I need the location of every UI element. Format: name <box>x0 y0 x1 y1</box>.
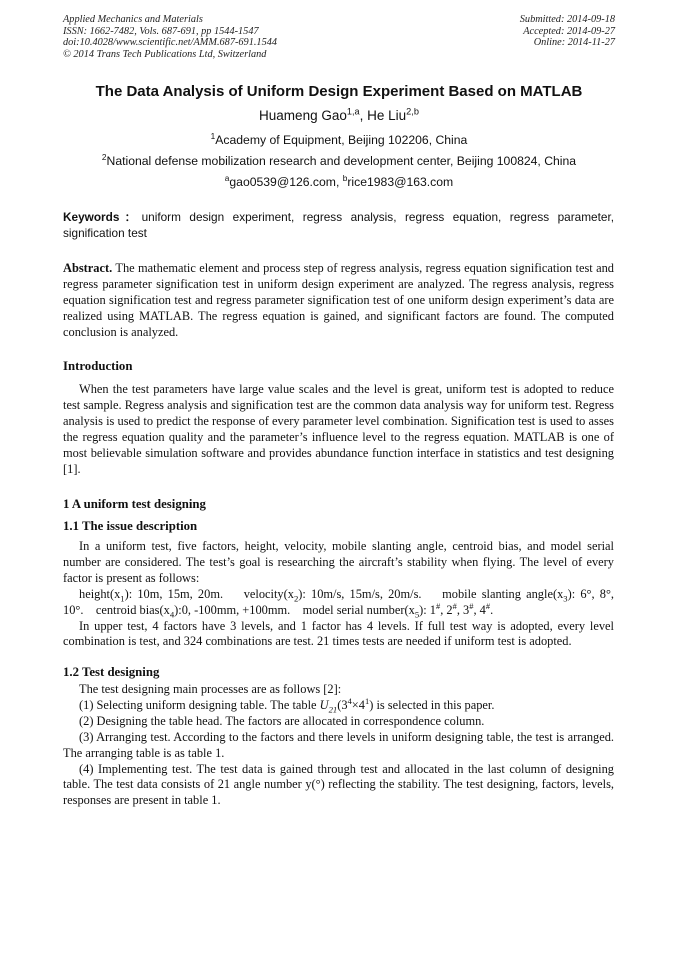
affiliation-1-text: Academy of Equipment, Beijing 102206, China <box>215 133 468 147</box>
affiliation-1 <box>0 130 678 147</box>
email-b: rice1983@163.com <box>347 175 454 189</box>
keywords <box>63 210 614 241</box>
step-3: (3) Arranging test. According to the factors and there levels in uniform designing table, the test is arranged. The arranging table is as table 1. <box>63 729 614 760</box>
abstract <box>63 261 614 341</box>
doi-line: doi:10.4028/www.scientific.net/AMM.687-691.1544 <box>63 37 278 49</box>
abstract-text: The mathematic element and process step of regress analysis, regress equation signification test and regress parameter signification test in uniform design experiment are analyzed. The regress analysis, regress equation signification test and regress parameter signification test of one uniform design experiment’s data are realized using MATLAB. The regress equation is gained, and significant factors are found. The computed conclusion is analyzed. <box>63 261 614 339</box>
keywords-label: Keywords： <box>63 210 142 224</box>
author-emails <box>0 172 678 189</box>
issue-description-paragraph: In a uniform test, five factors, height, velocity, mobile slanting angle, centroid bias, and model serial number are considered. The test’s goal is researching the aircraft’s stability when flying. The level of every factor is present as follows: <box>63 539 614 585</box>
copyright-line: © 2014 Trans Tech Publications Ltd, Switzerland <box>63 48 267 60</box>
journal-name: Applied Mechanics and Materials <box>63 14 203 25</box>
factor-levels-paragraph: $height(x_1)$: 10m, 15m, 20m. $velocity(x_2)$: 10m/s, 15m/s, 20m/s. mobile slanting $angle(x_3)$: 6°, 8°, 10°. centroid $bias(x_4):0$, -100mm, +100mm. model serial $number(x_5)$: 1#, 2#, 3#, 4#. <box>63 586 614 620</box>
affiliation-2 <box>0 151 678 168</box>
process-intro: The test designing main processes are as follows [2]: <box>79 682 342 696</box>
author-2-name: He Liu <box>367 108 407 123</box>
email-a: gao0539@126.com, <box>229 175 343 189</box>
author-1-affil-mark: 1,a <box>346 106 360 117</box>
section-1-1-body <box>63 539 614 650</box>
test-count-paragraph: In upper test, 4 factors have 3 levels, and 1 factor has 4 levels. If full test way is adopted, every level combination is test, and 324 combinations are test. 21 times tests are needed if uniform test is adopted. <box>63 618 614 649</box>
author-separator: , <box>359 108 368 123</box>
author-1-name: Huameng Gao <box>259 108 347 123</box>
section-1-2-heading: 1.2 Test designing <box>63 665 160 679</box>
email-a-mark: a <box>224 172 230 183</box>
introduction-body <box>63 382 614 477</box>
section-1-heading: 1 A uniform test designing <box>63 497 206 511</box>
issn-line: ISSN: 1662-7482, Vols. 687-691, pp 1544-1547 <box>63 25 259 37</box>
step-4: (4) Implementing test. The test data is gained through test and allocated in the last column of designing table. The test data consists of 21 angle number y(°) reflecting the stability. The test designing, factors, levels, responses are present in table 1. <box>63 761 614 808</box>
uniform-table-formula: $U_{21}(3^4\times 4^1)$ <box>319 695 374 715</box>
affiliation-2-mark: 2 <box>101 151 107 162</box>
paper-title: The Data Analysis of Uniform Design Experiment Based on MATLAB <box>95 83 583 100</box>
introduction-heading: Introduction <box>63 359 133 373</box>
affiliation-2-text: National defense mobilization research and development center, Beijing 100824, China <box>106 154 577 168</box>
abstract-label: Abstract. <box>63 261 113 275</box>
step-1: (1) Selecting uniform designing table. The table $U_{21}(3^4\times 4^1)$ is selected in this paper. <box>79 695 495 715</box>
dates-header <box>520 14 615 49</box>
affiliation-1-mark: 1 <box>210 130 216 141</box>
introduction-paragraph: When the test parameters have large value scales and the level is great, uniform test is adopted to reduce test sample. Regress analysis and signification test are the common data analysis way for uniform test. Regress analysis is used to predict the response of every parameter level combination. Signification test is used to asses the regress equation quality and the parameter’s influence level to the regress equation. MATLAB is one of most believable simulation software and provides abundance function interface in statistics and test designing [1]. <box>63 382 614 476</box>
submitted-date: Submitted: 2014-09-18 <box>519 14 615 25</box>
author-list <box>0 108 678 123</box>
journal-info-header <box>63 14 277 60</box>
online-date: Online: 2014-11-27 <box>533 37 615 49</box>
section-1-2-body <box>63 682 614 809</box>
step-2: (2) Designing the table head. The factors are allocated in correspondence column. <box>79 713 485 728</box>
author-2-affil-mark: 2,b <box>406 106 419 117</box>
accepted-date: Accepted: 2014-09-27 <box>523 25 615 37</box>
keywords-text: uniform design experiment, regress analysis, regress equation, regress parameter, signification test <box>63 210 614 240</box>
email-b-mark: b <box>342 172 348 183</box>
section-1-1-heading: 1.1 The issue description <box>63 519 198 533</box>
